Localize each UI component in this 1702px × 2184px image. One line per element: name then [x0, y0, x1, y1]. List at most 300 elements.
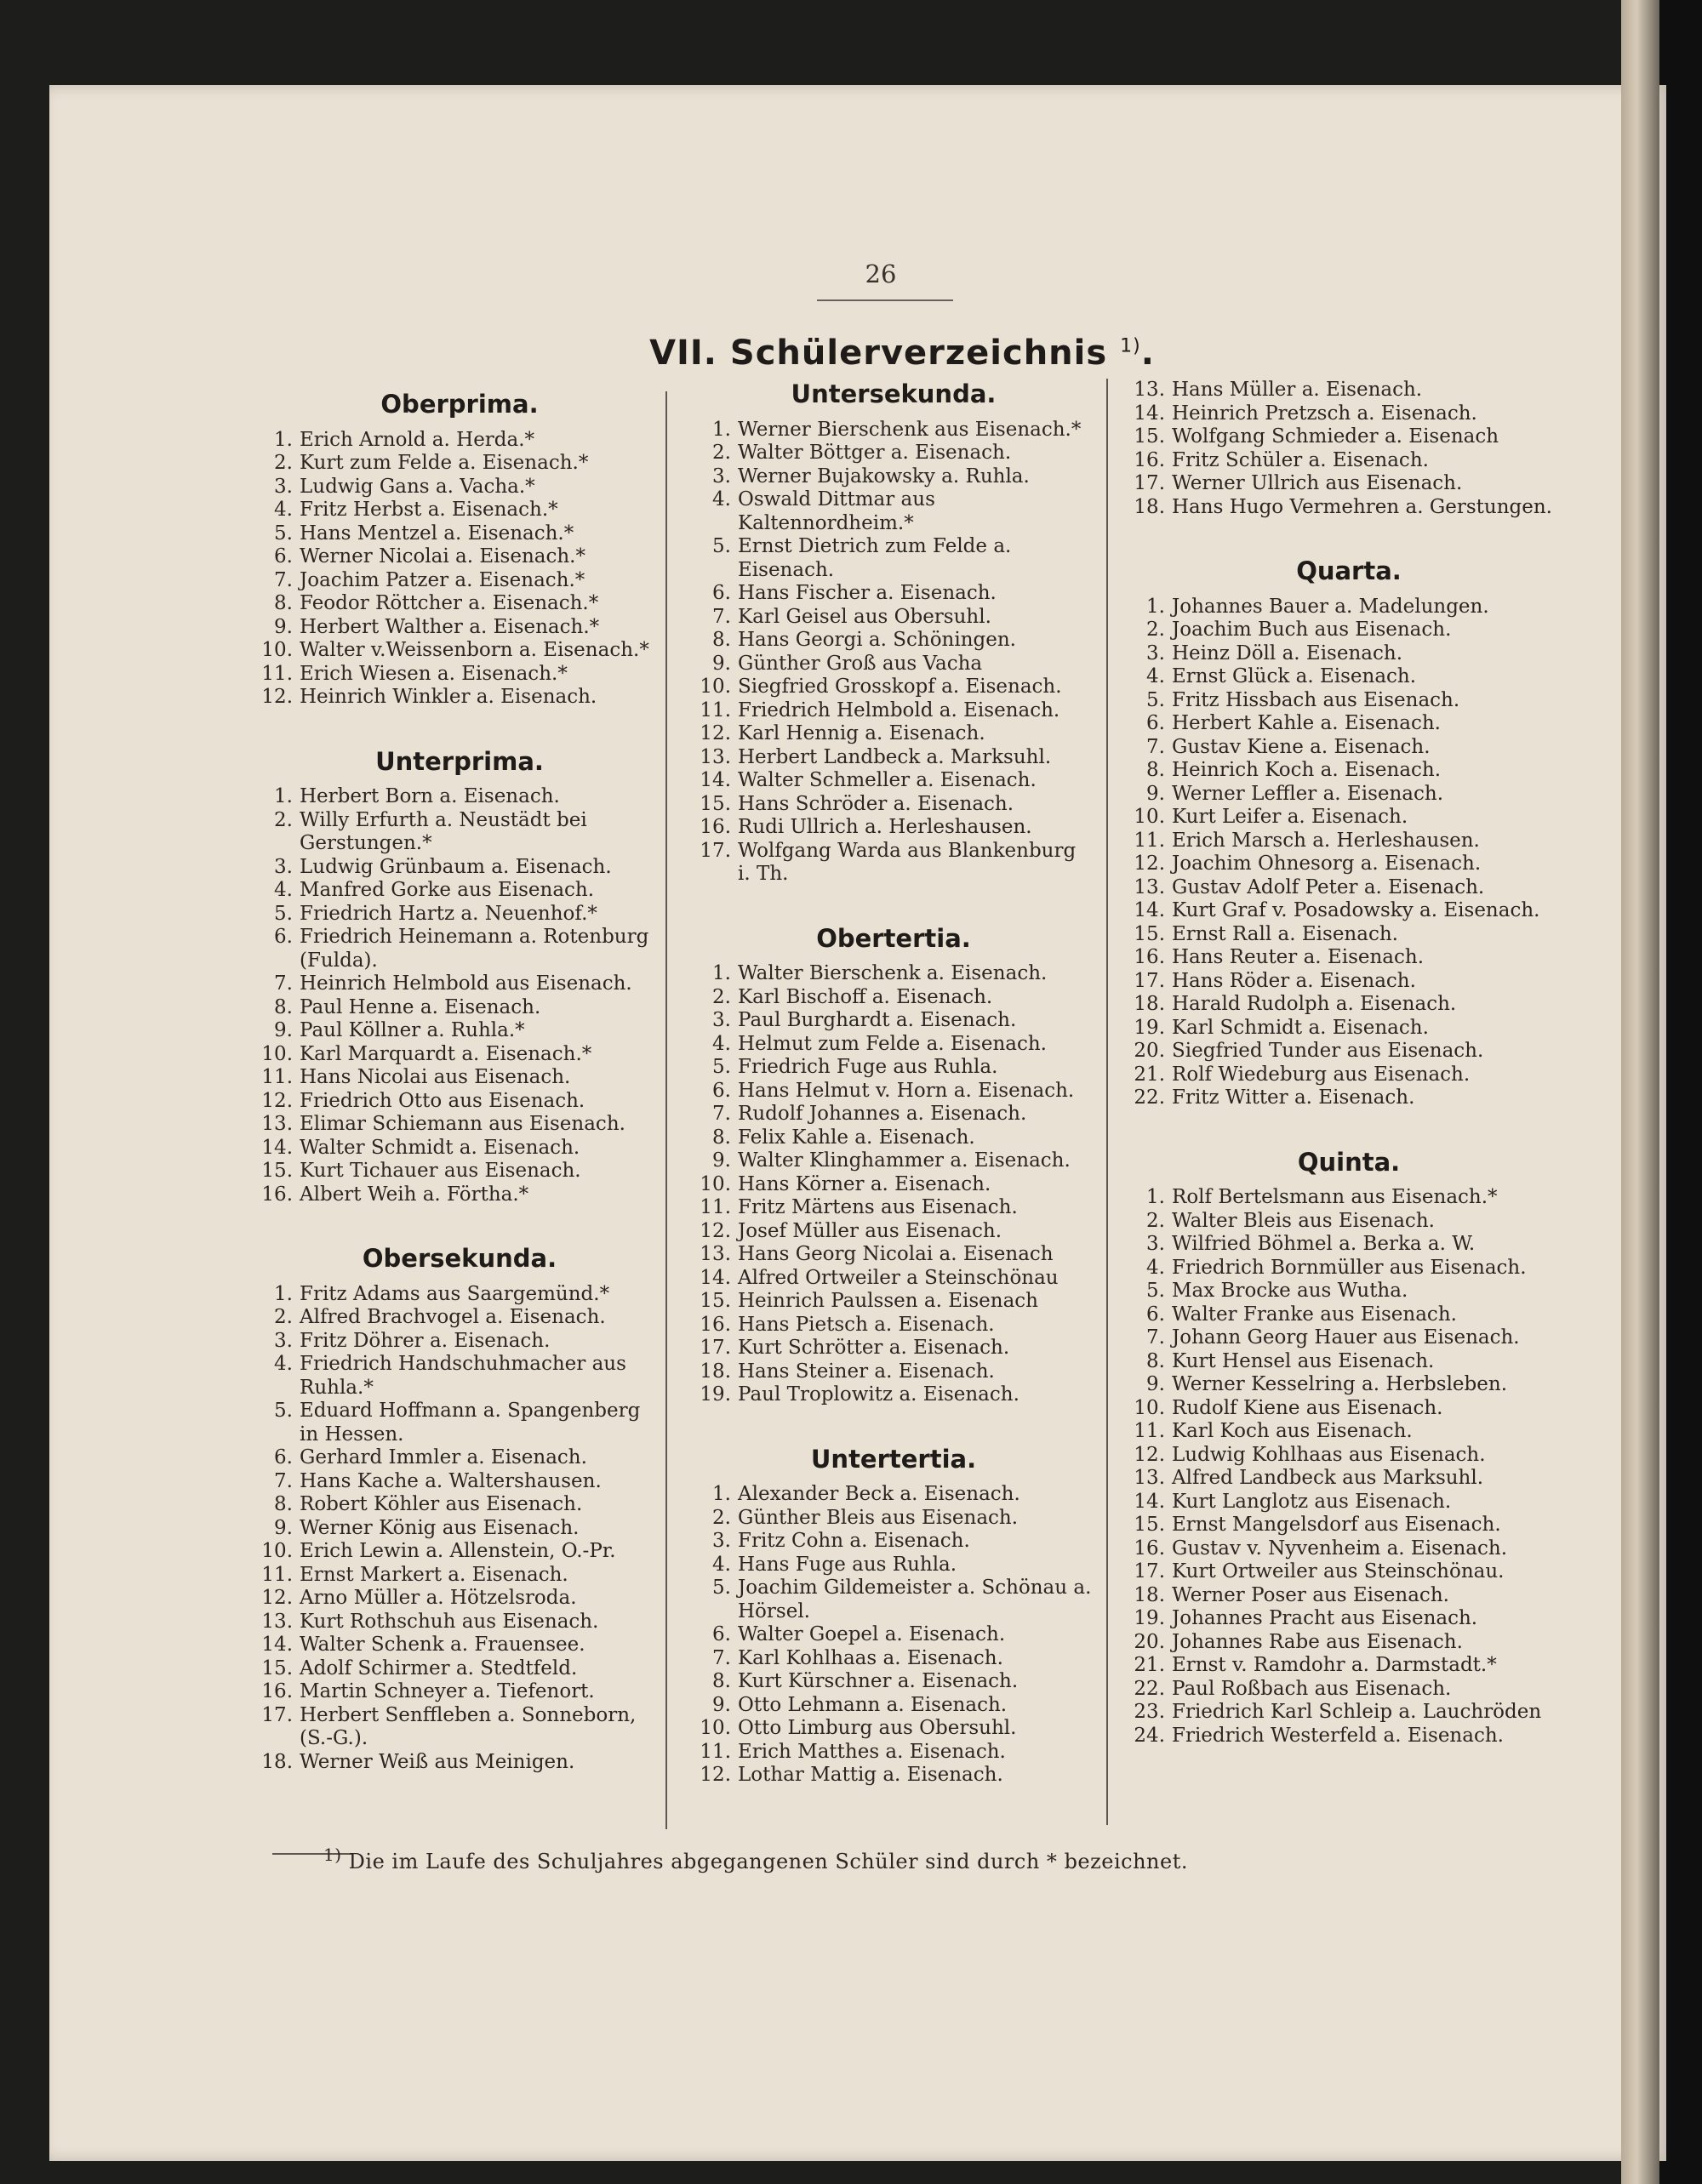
class-heading: Obersekunda. — [362, 1244, 557, 1273]
entry-number: 8. — [274, 592, 293, 614]
student-entry — [255, 1493, 664, 1517]
title-footnote-marker: 1) — [1120, 335, 1141, 357]
entry-number: 4. — [712, 1553, 731, 1576]
student-entry — [1128, 689, 1570, 713]
student-entry — [1128, 1373, 1570, 1397]
column-divider-left — [665, 391, 667, 1829]
student-name: Kurt zum Felde a. Eisenach.* — [300, 452, 589, 474]
student-entry — [694, 840, 1094, 887]
student-name: Heinz Döll a. Eisenach. — [1172, 642, 1403, 664]
student-name: Joachim Patzer a. Eisenach.* — [300, 568, 585, 591]
entry-number: 13. — [261, 1113, 293, 1135]
entry-number: 13. — [1134, 875, 1165, 898]
student-name: Siegfried Grosskopf a. Eisenach. — [738, 676, 1062, 698]
student-name: Alfred Brachvogel a. Eisenach. — [300, 1306, 606, 1328]
student-entry — [694, 1507, 1094, 1531]
student-name: Walter Schenk a. Frauensee. — [300, 1634, 585, 1656]
student-entry — [694, 535, 1094, 582]
student-entry — [1128, 1584, 1570, 1608]
entry-number: 14. — [261, 1136, 293, 1159]
student-name: Alfred Ortweiler a Steinschönau — [738, 1266, 1059, 1289]
student-entry — [255, 1751, 664, 1775]
entry-number: 15. — [1134, 922, 1165, 945]
student-entry — [1128, 496, 1570, 520]
student-name: Helmut zum Felde a. Eisenach. — [738, 1032, 1047, 1055]
entry-number: 1. — [1146, 1186, 1165, 1208]
student-entry — [255, 1657, 664, 1681]
student-name: Walter Klinghammer a. Eisenach. — [738, 1149, 1071, 1172]
student-entry — [1128, 642, 1570, 666]
entry-number: 10. — [261, 1540, 293, 1562]
entry-number: 11. — [700, 1740, 731, 1763]
student-entry — [255, 1704, 664, 1751]
student-entry — [1128, 402, 1570, 426]
student-entry — [1128, 923, 1570, 947]
student-name: Johannes Bauer a. Madelungen. — [1172, 595, 1489, 618]
student-entry — [255, 1611, 664, 1634]
student-entry — [1128, 1303, 1570, 1327]
entry-number: 4. — [274, 1353, 293, 1375]
student-name: Fritz Cohn a. Eisenach. — [738, 1530, 970, 1552]
student-name: Karl Hennig a. Eisenach. — [738, 722, 985, 744]
entry-number: 2. — [1146, 1209, 1165, 1232]
entry-number: 20. — [1134, 1040, 1165, 1062]
student-name: Walter Bleis aus Eisenach. — [1172, 1209, 1435, 1232]
entry-number: 18. — [1134, 993, 1165, 1015]
student-entry — [1128, 1467, 1570, 1491]
entry-number: 14. — [261, 1634, 293, 1656]
entry-number: 10. — [261, 639, 293, 661]
student-entry — [694, 1243, 1094, 1267]
student-name: Hans Körner a. Eisenach. — [738, 1172, 991, 1195]
student-name: Hans Steiner a. Eisenach. — [738, 1360, 995, 1383]
entry-number: 5. — [274, 1400, 293, 1422]
entry-number: 3. — [274, 855, 293, 878]
entry-number: 11. — [261, 1563, 293, 1586]
entry-number: 11. — [700, 1196, 731, 1218]
student-entry — [694, 419, 1094, 442]
entry-number: 6. — [1146, 712, 1165, 734]
student-name: Werner Ullrich aus Eisenach. — [1172, 472, 1463, 494]
student-name: Joachim Ohnesorg a. Eisenach. — [1172, 853, 1482, 875]
student-entry — [1128, 712, 1570, 736]
student-entry — [1128, 1280, 1570, 1303]
entry-number: 17. — [1134, 969, 1165, 992]
entry-number: 10. — [700, 1172, 731, 1195]
entry-number: 17. — [261, 1703, 293, 1726]
entry-number: 1. — [712, 418, 731, 441]
student-name: Kurt Ortweiler aus Steinschönau. — [1172, 1560, 1505, 1582]
column-middle — [694, 379, 1094, 1828]
student-entry — [255, 1517, 664, 1541]
student-entry — [694, 653, 1094, 676]
entry-number: 1. — [274, 1282, 293, 1305]
entry-number: 12. — [700, 722, 731, 744]
student-name: Werner Poser aus Eisenach. — [1172, 1583, 1449, 1606]
student-name: Heinrich Paulssen a. Eisenach — [738, 1290, 1038, 1312]
entry-number: 16. — [261, 1183, 293, 1206]
entry-number: 12. — [1134, 1443, 1165, 1466]
student-name: Karl Schmidt a. Eisenach. — [1172, 1016, 1429, 1039]
entry-number: 12. — [700, 1764, 731, 1786]
entry-number: 9. — [274, 1019, 293, 1041]
student-entry — [1128, 946, 1570, 970]
page-number-rule — [817, 299, 953, 301]
entry-number: 12. — [261, 1089, 293, 1112]
student-name: Herbert Senffleben a. Sonneborn, (S.-G.). — [300, 1703, 637, 1749]
student-name: Max Brocke aus Wutha. — [1172, 1280, 1408, 1302]
entry-number: 7. — [274, 568, 293, 591]
entry-number: 12. — [700, 1219, 731, 1242]
student-entry — [255, 1283, 664, 1307]
student-name: Hans Georg Nicolai a. Eisenach — [738, 1243, 1054, 1265]
entry-number: 13. — [700, 745, 731, 768]
student-entry — [1128, 1017, 1570, 1041]
student-name: Friedrich Bornmüller aus Eisenach. — [1172, 1256, 1527, 1279]
entry-number: 15. — [700, 792, 731, 815]
entry-number: 6. — [712, 1623, 731, 1645]
student-entry — [1128, 1063, 1570, 1087]
student-name: Friedrich Helmbold a. Eisenach. — [738, 699, 1060, 721]
entry-number: 14. — [1134, 899, 1165, 921]
student-name: Ernst Dietrich zum Felde a. Eisenach. — [738, 535, 1012, 581]
entry-number: 16. — [700, 1313, 731, 1336]
student-entry — [1128, 1514, 1570, 1537]
student-entry — [694, 793, 1094, 817]
entry-number: 10. — [1134, 806, 1165, 828]
entry-number: 7. — [712, 1103, 731, 1125]
student-entry — [255, 592, 664, 616]
entry-number: 7. — [274, 972, 293, 995]
student-entry — [694, 962, 1094, 986]
student-name: Johann Georg Hauer aus Eisenach. — [1172, 1326, 1520, 1349]
entry-number: 15. — [1134, 425, 1165, 448]
student-entry — [694, 582, 1094, 606]
student-name: Willy Erfurth a. Neustädt bei Gerstungen.* — [300, 808, 587, 854]
student-name: Herbert Born a. Eisenach. — [300, 785, 560, 807]
student-entry — [694, 1360, 1094, 1384]
entry-number: 18. — [700, 1360, 731, 1383]
student-name: Hans Fuge aus Ruhla. — [738, 1553, 957, 1576]
entry-number: 6. — [274, 545, 293, 567]
entry-number: 7. — [274, 1469, 293, 1492]
student-entry — [694, 1483, 1094, 1507]
entry-number: 3. — [1146, 642, 1165, 664]
entry-number: 1. — [274, 785, 293, 807]
student-name: Kurt Schrötter a. Eisenach. — [738, 1337, 1010, 1359]
student-name: Josef Müller aus Eisenach. — [738, 1219, 1002, 1242]
student-name: Heinrich Helmbold aus Eisenach. — [300, 972, 632, 995]
class-section — [255, 746, 664, 1207]
entry-number: 3. — [274, 1329, 293, 1352]
class-heading: Oberprima. — [380, 390, 539, 419]
student-entry — [694, 1530, 1094, 1554]
student-entry — [1128, 1233, 1570, 1257]
student-name: Friedrich Westerfeld a. Eisenach. — [1172, 1724, 1504, 1747]
student-name: Wolfgang Warda aus Blankenburg i. Th. — [738, 839, 1077, 885]
student-entry — [255, 1587, 664, 1611]
student-name: Günther Groß aus Vacha — [738, 652, 983, 675]
student-entry — [255, 879, 664, 903]
student-name: Ernst Mangelsdorf aus Eisenach. — [1172, 1514, 1501, 1536]
entry-number: 5. — [1146, 688, 1165, 711]
student-entry — [255, 522, 664, 546]
footnote-marker: 1) — [323, 1845, 342, 1865]
entry-number: 17. — [700, 839, 731, 862]
entry-number: 11. — [261, 662, 293, 685]
entry-number: 19. — [700, 1383, 731, 1406]
student-entry — [255, 1564, 664, 1588]
student-name: Hans Kache a. Waltershausen. — [300, 1469, 602, 1492]
title-text: VII. Schülerverzeichnis — [649, 334, 1108, 373]
student-name: Friedrich Handschuhmacher aus Ruhla.* — [300, 1353, 626, 1399]
entry-number: 1. — [274, 428, 293, 451]
student-entry — [694, 1033, 1094, 1057]
student-entry — [255, 903, 664, 927]
student-name: Paul Roßbach aus Eisenach. — [1172, 1677, 1452, 1700]
entry-number: 4. — [1146, 665, 1165, 687]
student-entry — [255, 1113, 664, 1137]
student-name: Kurt Leifer a. Eisenach. — [1172, 806, 1408, 828]
column-left — [255, 390, 664, 1815]
entry-number: 4. — [274, 879, 293, 901]
student-entry — [1128, 1040, 1570, 1063]
student-entry — [255, 476, 664, 499]
student-entry — [255, 686, 664, 710]
student-name: Alexander Beck a. Eisenach. — [738, 1483, 1020, 1505]
student-name: Günther Bleis aus Eisenach. — [738, 1506, 1019, 1529]
class-section — [255, 390, 664, 710]
student-name: Rudolf Johannes a. Eisenach. — [738, 1103, 1027, 1125]
column-divider-right — [1106, 379, 1108, 1825]
entry-number: 11. — [261, 1066, 293, 1088]
student-entry — [1128, 472, 1570, 496]
class-heading: Obertertia. — [816, 923, 971, 953]
student-entry — [694, 488, 1094, 535]
student-entry — [1128, 806, 1570, 830]
student-entry — [255, 1066, 664, 1090]
student-entry — [694, 769, 1094, 793]
student-entry — [1128, 783, 1570, 807]
student-name: Paul Troplowitz a. Eisenach. — [738, 1383, 1019, 1406]
entry-number: 8. — [712, 1126, 731, 1149]
entry-number: 2. — [274, 808, 293, 831]
entry-number: 19. — [1134, 1016, 1165, 1039]
entry-number: 16. — [1134, 946, 1165, 968]
student-name: Werner Bierschenk aus Eisenach.* — [738, 418, 1082, 441]
student-entry — [1128, 379, 1570, 402]
student-name: Werner König aus Eisenach. — [300, 1516, 580, 1539]
student-entry — [694, 1647, 1094, 1671]
student-name: Erich Wiesen a. Eisenach.* — [300, 662, 568, 685]
entry-number: 5. — [274, 522, 293, 545]
student-name: Hans Schröder a. Eisenach. — [738, 792, 1014, 815]
entry-number: 4. — [712, 488, 731, 510]
student-name: Rolf Bertelsmann aus Eisenach.* — [1172, 1186, 1498, 1208]
student-name: Walter Bierschenk a. Eisenach. — [738, 962, 1048, 984]
entry-number: 17. — [700, 1337, 731, 1359]
entry-number: 3. — [712, 465, 731, 488]
student-name: Walter v.Weissenborn a. Eisenach.* — [300, 639, 649, 661]
student-name: Friedrich Karl Schleip a. Lauchröden — [1172, 1701, 1542, 1723]
student-entry — [255, 1634, 664, 1657]
student-entry — [255, 1019, 664, 1043]
student-name: Heinrich Koch a. Eisenach. — [1172, 759, 1442, 781]
student-entry — [255, 856, 664, 880]
student-entry — [1128, 1350, 1570, 1374]
student-name: Karl Marquardt a. Eisenach.* — [300, 1042, 592, 1065]
student-entry — [694, 1080, 1094, 1103]
student-name: Hans Müller a. Eisenach. — [1172, 379, 1423, 401]
student-entry — [694, 986, 1094, 1010]
entry-number: 18. — [261, 1750, 293, 1773]
entry-number: 7. — [712, 605, 731, 628]
footnote — [323, 1845, 1188, 1873]
entry-number: 8. — [274, 1493, 293, 1515]
student-name: Rolf Wiedeburg aus Eisenach. — [1172, 1063, 1471, 1086]
entry-number: 22. — [1134, 1086, 1165, 1109]
entry-number: 24. — [1134, 1724, 1165, 1747]
student-name: Otto Lehmann a. Eisenach. — [738, 1693, 1008, 1716]
student-entry — [1128, 1420, 1570, 1444]
student-entry — [1128, 853, 1570, 876]
student-name: Hans Nicolai aus Eisenach. — [300, 1066, 571, 1088]
student-entry — [1128, 1654, 1570, 1678]
student-name: Walter Schmeller a. Eisenach. — [738, 769, 1037, 791]
student-name: Fritz Witter a. Eisenach. — [1172, 1086, 1415, 1109]
entry-number: 16. — [700, 816, 731, 838]
student-name: Karl Geisel aus Obersuhl. — [738, 605, 991, 628]
student-name: Karl Kohlhaas a. Eisenach. — [738, 1646, 1003, 1669]
student-entry — [255, 1353, 664, 1400]
student-entry — [694, 816, 1094, 840]
student-name: Felix Kahle a. Eisenach. — [738, 1126, 975, 1149]
student-name: Kurt Kürschner a. Eisenach. — [738, 1670, 1019, 1692]
student-entry — [694, 1577, 1094, 1623]
entry-number: 6. — [274, 1446, 293, 1468]
entry-number: 2. — [274, 452, 293, 474]
student-entry — [694, 1764, 1094, 1788]
entry-number: 22. — [1134, 1677, 1165, 1700]
class-heading: Quarta. — [1296, 556, 1402, 585]
entry-number: 10. — [700, 676, 731, 698]
student-name: Kurt Hensel aus Eisenach. — [1172, 1349, 1435, 1372]
student-name: Kurt Tichauer aus Eisenach. — [300, 1160, 581, 1182]
student-entry — [255, 429, 664, 453]
student-entry — [1128, 759, 1570, 783]
student-name: Gustav v. Nyvenheim a. Eisenach. — [1172, 1537, 1507, 1560]
student-name: Robert Köhler aus Eisenach. — [300, 1493, 583, 1515]
student-name: Hans Röder a. Eisenach. — [1172, 969, 1416, 992]
entry-number: 5. — [712, 1056, 731, 1078]
student-entry — [1128, 876, 1570, 900]
entry-number: 2. — [274, 1306, 293, 1328]
class-heading: Untertertia. — [810, 1444, 977, 1474]
student-name: Werner Kesselring a. Herbsleben. — [1172, 1373, 1507, 1395]
student-entry — [694, 1717, 1094, 1741]
student-entry — [1128, 1257, 1570, 1280]
student-name: Herbert Kahle a. Eisenach. — [1172, 712, 1441, 734]
entry-number: 9. — [274, 1516, 293, 1539]
entry-number: 12. — [1134, 853, 1165, 875]
student-name: Friedrich Hartz a. Neuenhof.* — [300, 902, 597, 925]
student-entry — [694, 442, 1094, 465]
student-name: Werner Nicolai a. Eisenach.* — [300, 545, 585, 567]
student-name: Werner Bujakowsky a. Ruhla. — [738, 465, 1030, 488]
entry-number: 23. — [1134, 1701, 1165, 1723]
student-name: Friedrich Otto aus Eisenach. — [300, 1089, 585, 1112]
student-name: Hans Helmut v. Horn a. Eisenach. — [738, 1079, 1075, 1102]
student-name: Otto Limburg aus Obersuhl. — [738, 1717, 1017, 1739]
student-entry — [694, 1267, 1094, 1291]
book-spine — [1621, 0, 1659, 2184]
student-entry — [255, 809, 664, 856]
entry-number: 10. — [261, 1042, 293, 1065]
student-entry — [1128, 830, 1570, 853]
class-heading: Untersekunda. — [791, 379, 997, 408]
student-name: Rudi Ullrich a. Herleshausen. — [738, 816, 1032, 838]
student-name: Fritz Adams aus Saargemünd.* — [300, 1282, 610, 1305]
class-heading: Unterprima. — [375, 746, 544, 776]
entry-number: 11. — [1134, 829, 1165, 852]
student-name: Ludwig Gans a. Vacha.* — [300, 475, 535, 498]
student-name: Eduard Hoffmann a. Spangenberg in Hessen. — [300, 1400, 641, 1446]
entry-number: 10. — [1134, 1396, 1165, 1419]
student-name: Fritz Märtens aus Eisenach. — [738, 1196, 1018, 1218]
entry-number: 9. — [712, 1149, 731, 1172]
student-name: Fritz Hissbach aus Eisenach. — [1172, 688, 1460, 711]
student-entry — [1128, 1607, 1570, 1631]
entry-number: 6. — [712, 1079, 731, 1102]
entry-number: 6. — [1146, 1303, 1165, 1326]
student-entry — [1128, 1444, 1570, 1468]
student-entry — [1128, 1086, 1570, 1110]
student-name: Kurt Rothschuh aus Eisenach. — [300, 1610, 599, 1633]
entry-number: 8. — [274, 995, 293, 1018]
student-entry — [1128, 425, 1570, 449]
student-entry — [255, 1090, 664, 1114]
student-entry — [694, 465, 1094, 489]
student-entry — [255, 639, 664, 663]
student-name: Heinrich Pretzsch a. Eisenach. — [1172, 402, 1477, 425]
page-number: 26 — [865, 259, 897, 288]
student-name: Siegfried Tunder aus Eisenach. — [1172, 1040, 1484, 1062]
student-name: Hans Mentzel a. Eisenach.* — [300, 522, 574, 545]
entry-number: 7. — [712, 1646, 731, 1669]
student-name: Martin Schneyer a. Tiefenort. — [300, 1680, 595, 1702]
student-name: Rudolf Kiene aus Eisenach. — [1172, 1396, 1443, 1419]
student-entry — [1128, 1725, 1570, 1748]
student-entry — [255, 1137, 664, 1160]
entry-number: 19. — [1134, 1607, 1165, 1629]
student-name: Paul Henne a. Eisenach. — [300, 995, 541, 1018]
student-name: Fritz Herbst a. Eisenach.* — [300, 499, 558, 521]
entry-number: 8. — [1146, 759, 1165, 781]
entry-number: 5. — [712, 1577, 731, 1599]
student-entry — [694, 1383, 1094, 1407]
entry-number: 4. — [274, 499, 293, 521]
entry-number: 4. — [712, 1032, 731, 1055]
entry-number: 9. — [712, 652, 731, 675]
entry-number: 16. — [1134, 1537, 1165, 1560]
student-entry — [255, 1680, 664, 1704]
entry-number: 3. — [1146, 1233, 1165, 1255]
student-entry — [694, 1196, 1094, 1220]
student-entry — [255, 1306, 664, 1330]
student-name: Albert Weih a. Förtha.* — [300, 1183, 529, 1206]
entry-number: 2. — [712, 1506, 731, 1529]
student-entry — [1128, 1631, 1570, 1655]
